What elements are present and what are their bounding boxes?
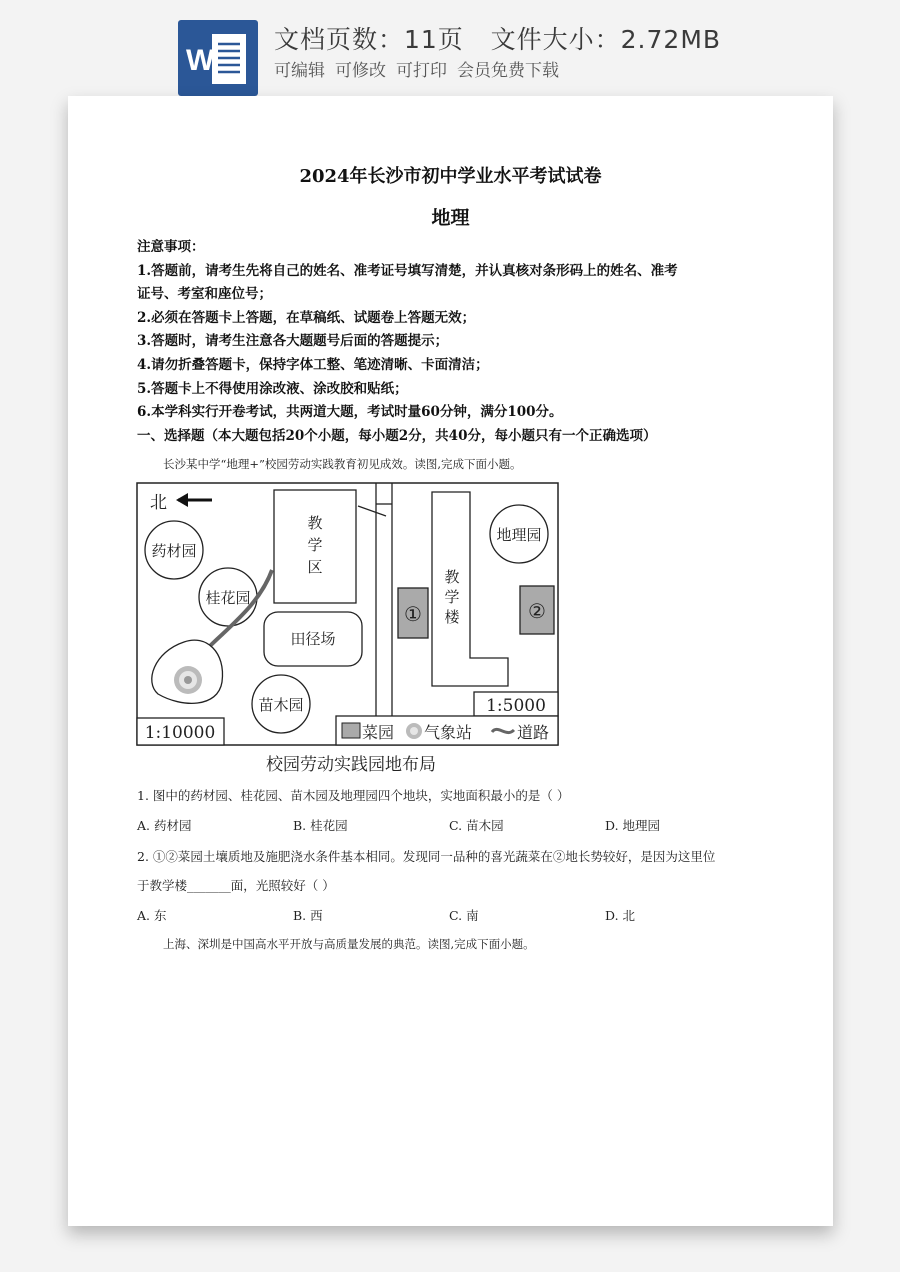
q1-option-b[interactable]: B. 桂花园 xyxy=(293,818,348,833)
geo-garden-label: 地理园 xyxy=(496,526,542,544)
q2-option-a[interactable]: A. 东 xyxy=(137,908,167,923)
q2-option-d[interactable]: D. 北 xyxy=(605,908,636,923)
word-icon-letter: W xyxy=(186,44,215,77)
notes-heading: 注意事项： xyxy=(137,239,205,255)
question-1-stem: 1. 图中的药材园、桂花园、苗木园及地理园四个地块，实地面积最小的是（ ） xyxy=(137,788,570,803)
notes-block xyxy=(137,236,767,448)
herb-garden-label: 药材园 xyxy=(151,542,197,560)
q1-option-d[interactable]: D. 地理园 xyxy=(605,818,661,833)
map-caption: 校园劳动实践园地布局 xyxy=(266,755,436,775)
editable-link[interactable]: 可编辑 xyxy=(274,61,325,81)
track-field-label: 田径场 xyxy=(290,630,336,648)
q2-option-b[interactable]: B. 西 xyxy=(293,908,323,923)
legend-vegetable-swatch xyxy=(342,723,360,738)
top-banner xyxy=(0,0,900,96)
q2-option-c[interactable]: C. 南 xyxy=(449,908,479,923)
note-line: 6.本学科实行开卷考试，共两道大题，考试时量60分钟，满分100分。 xyxy=(137,404,563,421)
note-line: 1.答题前，请考生先将自己的姓名、准考证号填写清楚，并认真核对条形码上的姓名、准考 xyxy=(137,262,678,279)
q1-option-a[interactable]: A. 药材园 xyxy=(137,818,192,833)
scale-right-label: 1:5000 xyxy=(486,696,546,716)
question-2-stem-line2: 于教学楼_______面，光照较好（ ） xyxy=(137,878,335,893)
question-2-stem-line1: 2. ①②菜园土壤质地及施肥浇水条件基本相同。发现同一品种的喜光蔬菜在②地长势较好，是因为这里位 xyxy=(137,849,716,864)
legend-vegetable-label: 菜园 xyxy=(362,723,395,742)
legend-weather-label: 气象站 xyxy=(424,723,473,742)
note-line: 3.答题时，请考生注意各大题题号后面的答题提示； xyxy=(137,333,449,350)
note-line: 4.请勿折叠答题卡，保持字体工整、笔迹清晰、卡面清洁； xyxy=(137,356,489,373)
weather-station-icon xyxy=(174,666,202,694)
member-download-link[interactable]: 会员免费下载 xyxy=(457,61,559,81)
plot-2-label: ② xyxy=(528,599,546,623)
printable-link[interactable]: 可打印 xyxy=(396,61,447,81)
question-2-options xyxy=(137,906,777,924)
banner-actions xyxy=(274,56,559,81)
subject-title: 地理 xyxy=(431,207,470,229)
section-heading: 一、选择题（本大题包括20个小题，每小题2分，共40分，每小题只有一个正确选项） xyxy=(137,427,657,444)
note-line: 证号、考室和座位号； xyxy=(137,286,272,303)
seedling-garden-label: 苗木园 xyxy=(258,696,304,714)
teaching-building-label: 教学楼 xyxy=(444,568,460,626)
north-label: 北 xyxy=(150,493,167,513)
exam-title: 2024年长沙市初中学业水平考试试卷 xyxy=(299,166,602,187)
scale-left-label: 1:10000 xyxy=(144,723,216,743)
legend-road-label: 道路 xyxy=(517,723,550,742)
modifiable-link[interactable]: 可修改 xyxy=(335,61,386,81)
teaching-area-label: 教学区 xyxy=(307,514,323,576)
q1-option-c[interactable]: C. 苗木园 xyxy=(449,818,504,833)
note-line: 2.必须在答题卡上答题，在草稿纸、试题卷上答题无效； xyxy=(137,309,476,326)
osmanthus-garden-label: 桂花园 xyxy=(205,589,251,607)
plot-1-label: ① xyxy=(404,602,422,626)
note-line: 5.答题卡上不得使用涂改液、涂改胶和贴纸； xyxy=(137,380,408,397)
question-intro: 长沙某中学“地理+”校园劳动实践教育初见成效。读图,完成下面小题。 xyxy=(163,457,522,471)
document-page xyxy=(68,96,833,1226)
question-1-options xyxy=(137,816,777,834)
word-document-icon xyxy=(178,20,258,96)
campus-map xyxy=(136,482,560,746)
legend-weather-icon xyxy=(406,723,422,739)
question-intro-2: 上海、深圳是中国高水平开放与高质量发展的典范。读图,完成下面小题。 xyxy=(163,937,535,951)
document-stats: 文档页数：11页 文件大小：2.72MB xyxy=(274,25,722,54)
